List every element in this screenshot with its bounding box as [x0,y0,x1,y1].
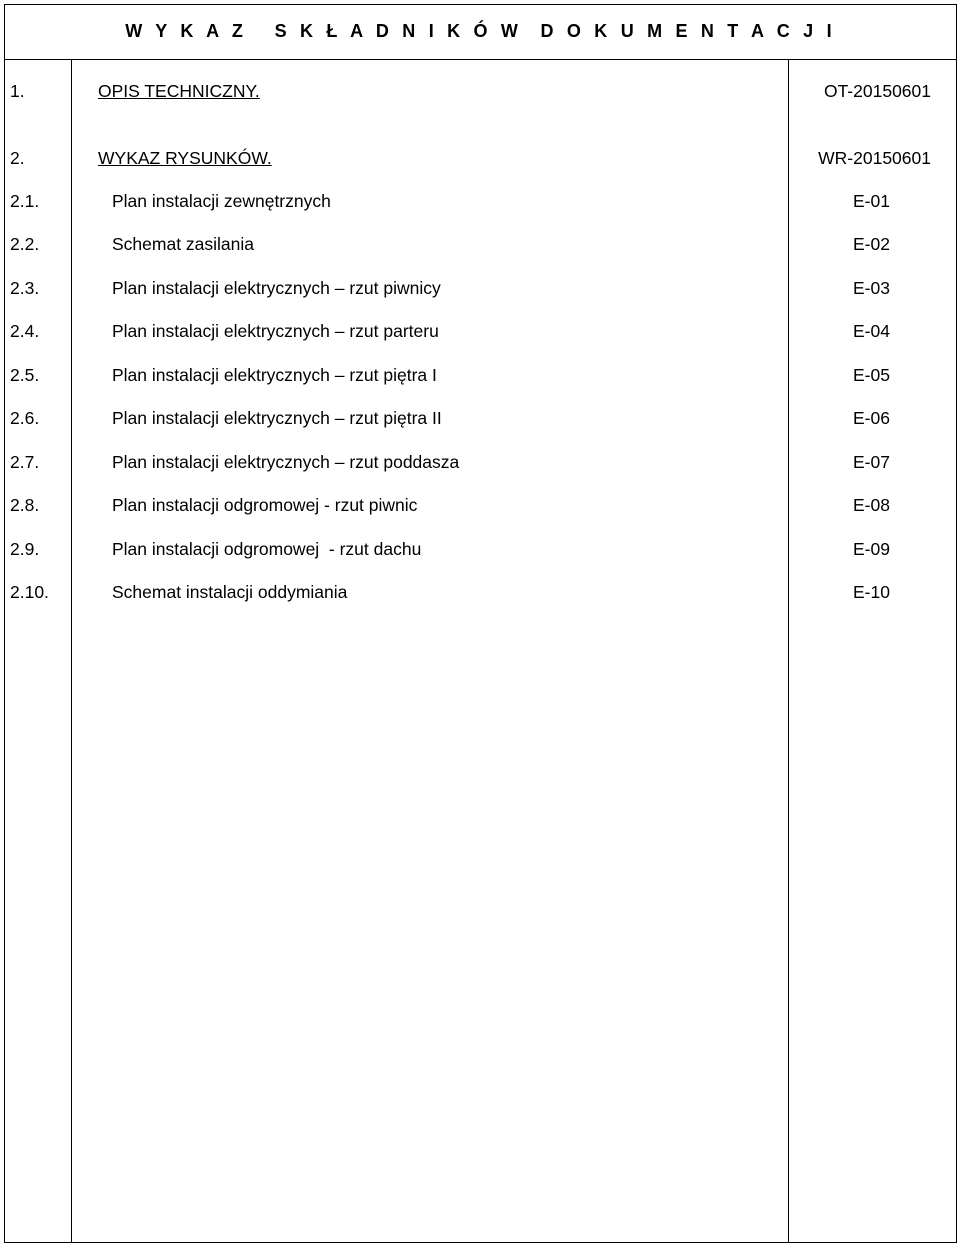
item-number: 2.1. [10,191,40,211]
item-code: E-08 [853,495,890,515]
section-code: OT-20150601 [823,81,931,101]
item-code: E-01 [853,191,890,211]
section-code: WR-20150601 [818,148,931,168]
item-title: Plan instalacji zewnętrznych [112,191,331,211]
item-code: E-06 [853,408,890,428]
section-row-opis [4,79,957,103]
list-item [4,363,957,387]
list-item [4,276,957,300]
list-item [4,450,957,474]
list-item [4,537,957,561]
item-number: 2.4. [10,321,40,341]
item-number: 2.10. [10,582,49,602]
item-number: 2.7. [10,452,40,472]
item-code: E-05 [853,365,890,385]
list-item [4,319,957,343]
section-title: WYKAZ RYSUNKÓW. [98,148,272,168]
item-title: Plan instalacji elektrycznych – rzut parteru [112,321,439,341]
item-title: Plan instalacji elektrycznych – rzut piwnicy [112,278,441,298]
list-item [4,493,957,517]
item-title: Plan instalacji odgromowej - rzut dachu [112,539,422,559]
item-code: E-10 [853,582,890,602]
document-title: W Y K A Z S K Ł A D N I K Ó W D O K U M E N T A C J I [4,4,957,60]
item-code: E-03 [853,278,890,298]
list-item [4,232,957,256]
item-number: 2.6. [10,408,40,428]
section-number: 2. [10,148,25,168]
item-code: E-09 [853,539,890,559]
list-item [4,189,957,213]
item-title: Plan instalacji elektrycznych – rzut piętra I [112,365,437,385]
item-code: E-02 [853,234,890,254]
list-item [4,406,957,430]
item-number: 2.8. [10,495,40,515]
item-title: Schemat zasilania [112,234,255,254]
section-title: OPIS TECHNICZNY. [98,81,260,101]
item-code: E-07 [853,452,890,472]
item-number: 2.2. [10,234,40,254]
item-number: 2.3. [10,278,40,298]
item-number: 2.9. [10,539,40,559]
list-item [4,580,957,604]
item-title: Plan instalacji elektrycznych – rzut piętra II [112,408,442,428]
item-code: E-04 [853,321,890,341]
item-title: Plan instalacji elektrycznych – rzut poddasza [112,452,460,472]
item-title: Plan instalacji odgromowej - rzut piwnic [112,495,418,515]
section-row-wykaz [4,146,957,170]
item-title: Schemat instalacji oddymiania [112,582,348,602]
section-number: 1. [10,81,25,101]
item-number: 2.5. [10,365,40,385]
